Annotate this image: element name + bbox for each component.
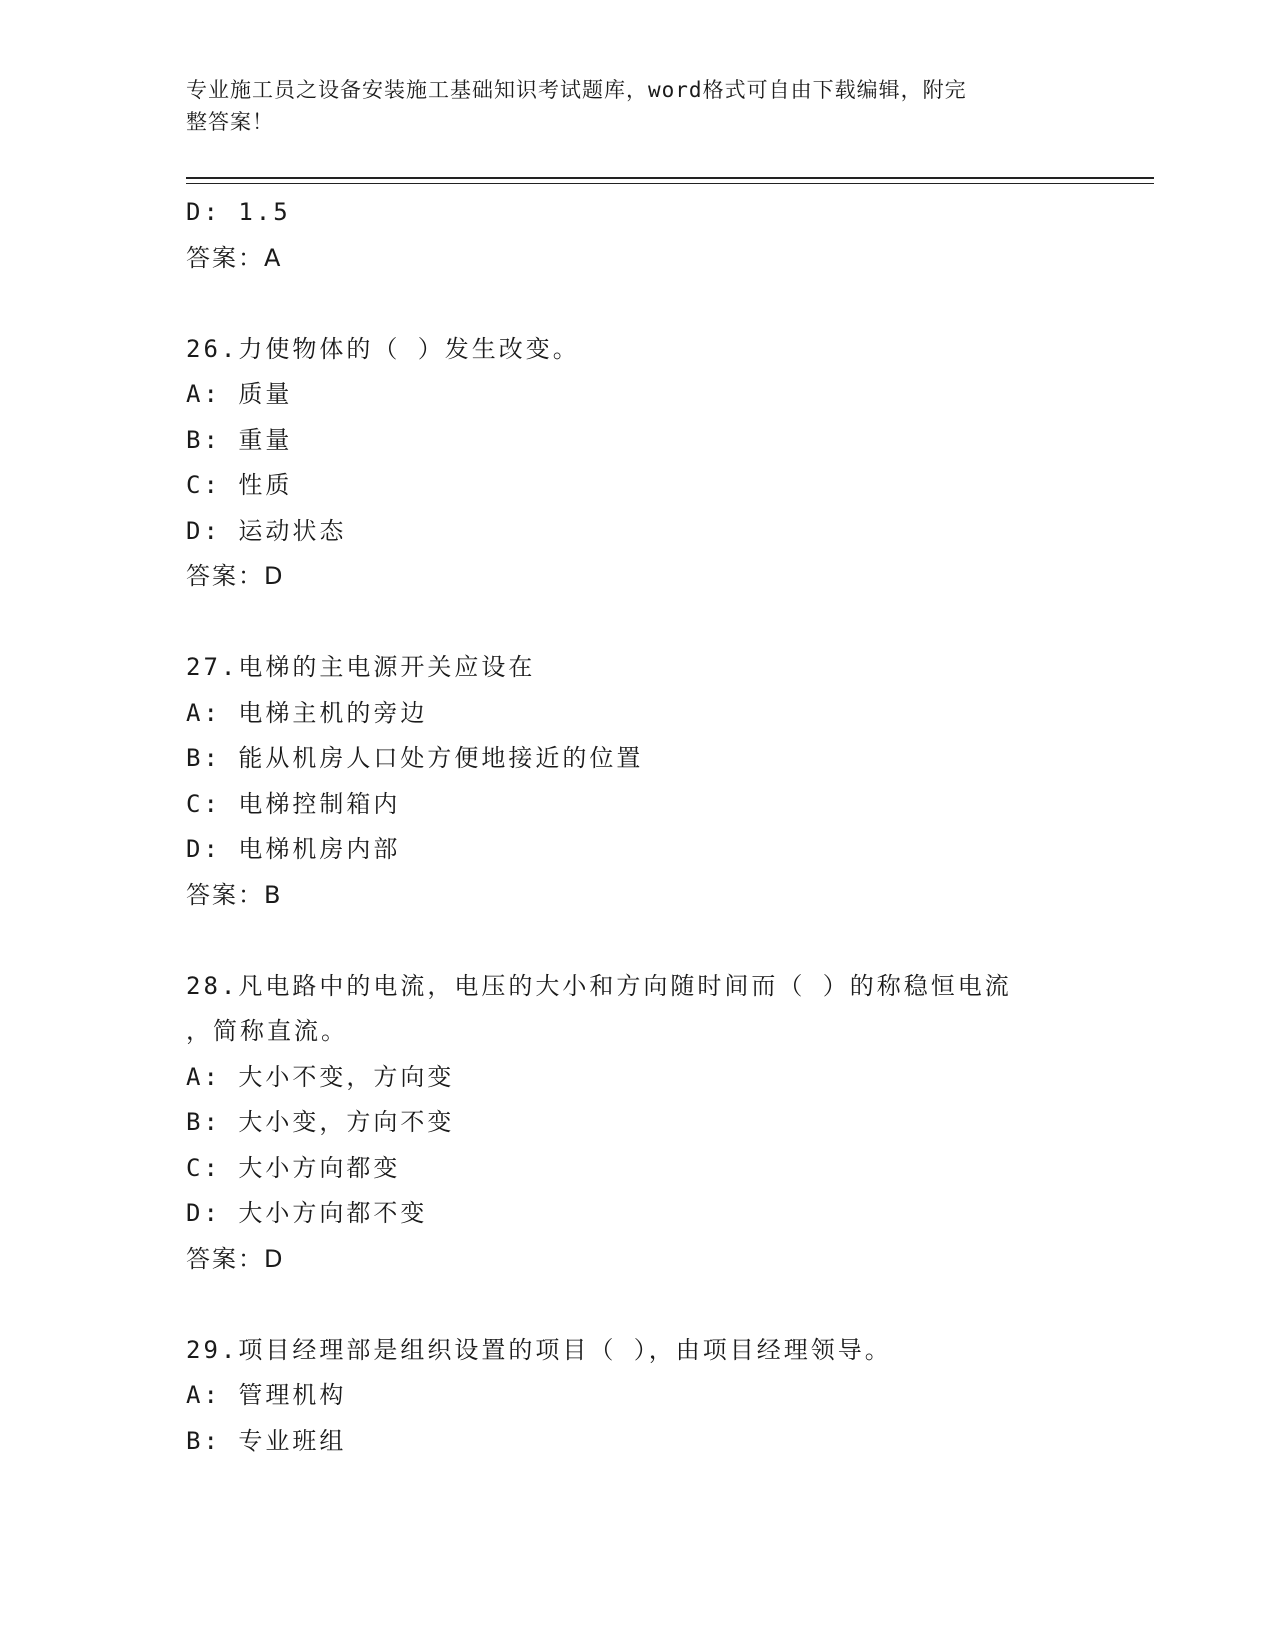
question-25-fragment bbox=[186, 190, 1086, 281]
header-rule-thick bbox=[186, 177, 1154, 179]
option-d: D: 电梯机房内部 bbox=[186, 835, 401, 863]
spacer bbox=[186, 600, 1086, 646]
option-a: A: 质量 bbox=[186, 380, 293, 408]
spacer bbox=[186, 918, 1086, 964]
question-28 bbox=[186, 964, 1086, 1283]
question-stem: 28.凡电路中的电流，电压的大小和方向随时间而（ ）的称稳恒电流 bbox=[186, 971, 1012, 1000]
option-b: B: 大小变，方向不变 bbox=[186, 1108, 455, 1136]
option-d: D: 运动状态 bbox=[186, 516, 347, 545]
spacer bbox=[186, 1282, 1086, 1328]
header-title-line-1: 专业施工员之设备安装施工基础知识考试题库，word格式可自由下载编辑，附完 bbox=[186, 78, 967, 102]
question-stem: 29.项目经理部是组织设置的项目（ ），由项目经理领导。 bbox=[186, 1335, 892, 1364]
option-d: D: 1.5 bbox=[186, 198, 291, 226]
option-a: A: 电梯主机的旁边 bbox=[186, 698, 428, 727]
question-stem-continued: ，简称直流。 bbox=[186, 1017, 348, 1045]
answer: 答案：B bbox=[186, 880, 283, 909]
spacer bbox=[186, 281, 1086, 327]
answer: 答案：D bbox=[186, 562, 285, 590]
option-b: B: 重量 bbox=[186, 425, 293, 454]
question-stem: 27.电梯的主电源开关应设在 bbox=[186, 653, 536, 681]
option-c: C: 性质 bbox=[186, 471, 293, 499]
option-a: A: 大小不变，方向变 bbox=[186, 1062, 455, 1091]
header-title-line-2: 整答案！ bbox=[186, 110, 274, 134]
answer: 答案：A bbox=[186, 243, 283, 272]
document-body bbox=[186, 190, 1086, 1464]
question-29 bbox=[186, 1328, 1086, 1465]
document-header bbox=[186, 74, 1066, 138]
question-26 bbox=[186, 327, 1086, 600]
header-rule-thin bbox=[186, 183, 1154, 184]
option-a: A: 管理机构 bbox=[186, 1381, 347, 1409]
option-b: B: 专业班组 bbox=[186, 1426, 347, 1455]
question-27 bbox=[186, 645, 1086, 918]
question-stem: 26.力使物体的（ ）发生改变。 bbox=[186, 334, 580, 363]
answer: 答案：D bbox=[186, 1244, 285, 1273]
option-c: C: 大小方向都变 bbox=[186, 1153, 401, 1182]
option-d: D: 大小方向都不变 bbox=[186, 1199, 428, 1227]
option-c: C: 电梯控制箱内 bbox=[186, 789, 401, 818]
option-b: B: 能从机房人口处方便地接近的位置 bbox=[186, 744, 644, 772]
